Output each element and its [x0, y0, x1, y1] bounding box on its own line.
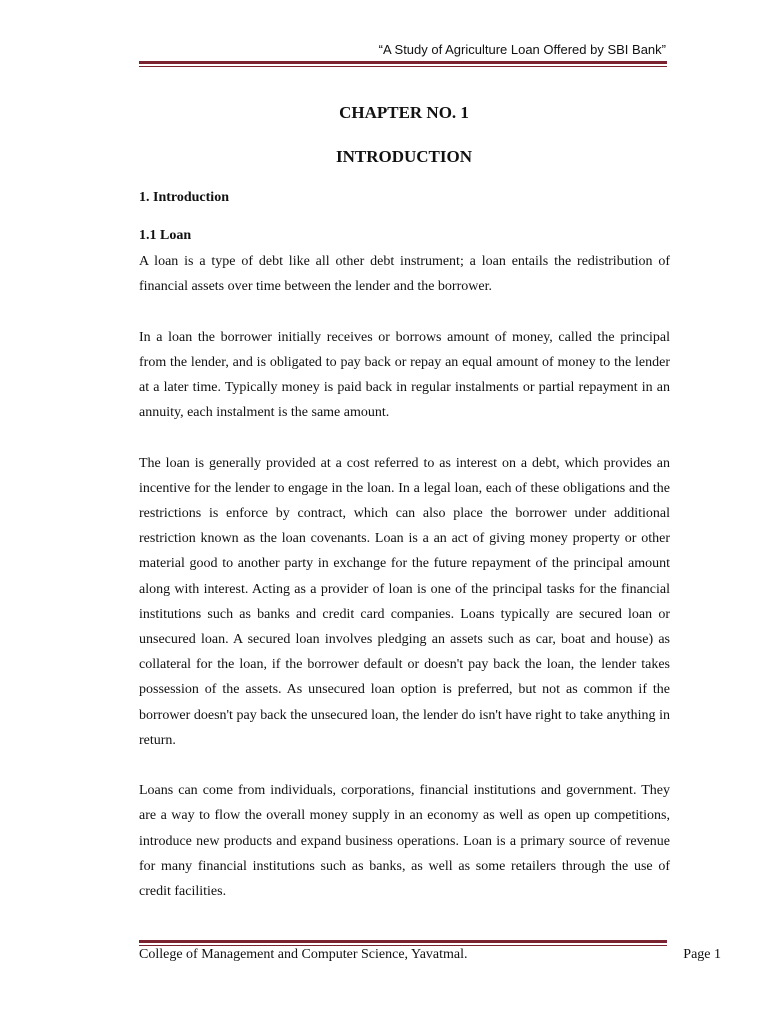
- header-rule: [139, 61, 667, 67]
- paragraph: A loan is a type of debt like all other debt instrument; a loan entails the redistribution of financial assets over time between the lender and the borrower.: [139, 254, 670, 295]
- page-number: Page 1: [683, 947, 721, 962]
- paragraph: The loan is generally provided at a cost referred to as interest on a debt, which provides an incentive for the lender to engage in the loan. In a legal loan, each of these obligations and the restrictions is enforce by contract, which can also place the borrower under additional restriction known as the loan covenants. Loan is a an act of giving money property or other material good to another party in exchange for the future repayment of the principal amount along with interest. Acting as a provider of loan is one of the principal tasks for the financial institutions such as banks and credit card companies. Loans typically are secured loan or unsecured loan. A secured loan involves pledging an assets such as car, boat and house) as collateral for the loan, if the borrower default or doesn't pay back the loan, the lender takes possession of the assets. As unsecured loan option is preferred, but not as common if the borrower doesn't pay back the unsecured loan, the lender do isn't have right to take anything in return.: [139, 455, 670, 748]
- body-text: [139, 249, 670, 929]
- footer-college: College of Management and Computer Science, Yavatmal.: [139, 947, 468, 962]
- running-header: “A Study of Agriculture Loan Offered by SBI Bank”: [378, 42, 666, 57]
- header-rule-thick: [139, 61, 667, 64]
- chapter-number: CHAPTER NO. 1: [339, 103, 469, 122]
- footer-rule: [139, 940, 667, 946]
- section-heading-introduction: 1. Introduction: [139, 190, 229, 205]
- footer-rule-thin: [139, 945, 667, 946]
- header-rule-thin: [139, 66, 667, 67]
- paragraph: In a loan the borrower initially receives or borrows amount of money, called the principal from the lender, and is obligated to pay back or repay an equal amount of money to the lender at a later time. Typically money is paid back in regular instalments or partial repayment in an annuity, each instalment is the same amount.: [139, 329, 670, 421]
- section-heading-loan: 1.1 Loan: [139, 228, 192, 243]
- paragraph: Loans can come from individuals, corporations, financial institutions and government. They are a way to flow the overall money supply in an economy as well as open up competitions, introduce new products and expand business operations. Loan is a primary source of revenue for many financial institutions such as banks, as well as some retailers through the use of credit facilities.: [139, 783, 670, 900]
- chapter-title: INTRODUCTION: [335, 147, 473, 166]
- footer-rule-thick: [139, 940, 667, 943]
